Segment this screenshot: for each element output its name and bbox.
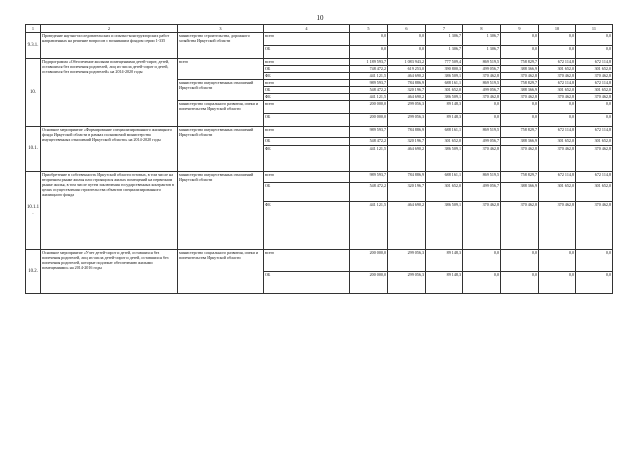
value-cell: 441 121,5 bbox=[350, 94, 388, 101]
item-executor: министерство социального развития, опеки и попечительства Иркутской области bbox=[178, 250, 264, 294]
value-cell: 672 114,8 bbox=[576, 172, 613, 183]
value-cell: 370 462,8 bbox=[539, 94, 576, 101]
value-cell: 301 652,0 bbox=[426, 138, 463, 146]
value-cell: 301 652,0 bbox=[576, 183, 613, 202]
value-cell: 370 462,8 bbox=[463, 202, 501, 250]
funding-source: ФБ bbox=[264, 146, 350, 172]
funding-source: ФБ bbox=[264, 202, 350, 250]
value-cell: 0,0 bbox=[463, 272, 501, 294]
funding-source: всего bbox=[264, 80, 350, 87]
value-cell: 89 148,3 bbox=[426, 250, 463, 272]
value-cell: 869 519,5 bbox=[463, 59, 501, 66]
value-cell: 0,0 bbox=[576, 250, 613, 272]
value-cell: 390 800,3 bbox=[426, 66, 463, 73]
header-cell: 11 bbox=[576, 25, 613, 33]
table-row bbox=[26, 127, 613, 138]
value-cell: 0,0 bbox=[539, 101, 576, 114]
value-cell: 0,0 bbox=[501, 33, 539, 46]
header-cell: 4 bbox=[264, 25, 350, 33]
value-cell: 0,0 bbox=[463, 114, 501, 127]
funding-source: всего bbox=[264, 59, 350, 66]
value-cell: 1 306,7 bbox=[426, 33, 463, 46]
table-row bbox=[26, 59, 613, 66]
value-cell: 299 056,3 bbox=[388, 114, 426, 127]
value-cell: 672 114,8 bbox=[539, 59, 576, 66]
header-cell: 3 bbox=[178, 25, 264, 33]
value-cell: 301 652,0 bbox=[539, 183, 576, 202]
value-cell: 672 114,8 bbox=[576, 59, 613, 66]
table-row bbox=[26, 33, 613, 46]
value-cell: 0,0 bbox=[539, 250, 576, 272]
value-cell: 0,0 bbox=[576, 101, 613, 114]
value-cell: 299 056,3 bbox=[388, 272, 426, 294]
value-cell: 869 519,5 bbox=[463, 127, 501, 138]
value-cell: 200 000,0 bbox=[350, 250, 388, 272]
item-code: 10.1. bbox=[26, 127, 41, 172]
value-cell: 499 056,7 bbox=[463, 87, 501, 94]
funding-source: ОБ bbox=[264, 183, 350, 202]
funding-source: всего bbox=[264, 101, 350, 114]
value-cell: 0,0 bbox=[539, 272, 576, 294]
value-cell: 989 593,7 bbox=[350, 127, 388, 138]
value-cell: 869 519,5 bbox=[463, 80, 501, 87]
value-cell: 464 690,2 bbox=[388, 73, 426, 80]
value-cell: 784 886,9 bbox=[388, 80, 426, 87]
value-cell: 386 509,1 bbox=[426, 146, 463, 172]
value-cell: 0,0 bbox=[539, 114, 576, 127]
value-cell: 370 462,8 bbox=[501, 73, 539, 80]
funding-source: ФБ bbox=[264, 73, 350, 80]
value-cell: 748 472,2 bbox=[350, 66, 388, 73]
value-cell: 370 462,8 bbox=[576, 146, 613, 172]
value-cell: 0,0 bbox=[539, 33, 576, 46]
value-cell: 441 121,5 bbox=[350, 146, 388, 172]
table-row bbox=[26, 172, 613, 183]
value-cell: 370 462,8 bbox=[576, 202, 613, 250]
value-cell: 370 462,8 bbox=[463, 73, 501, 80]
item-executor: всего bbox=[178, 59, 264, 80]
value-cell: 89 148,3 bbox=[426, 272, 463, 294]
page-number: 10 bbox=[316, 14, 324, 22]
item-title: Основное мероприятие «Учет детей-сирот и детей, оставшихся без попечения родителей, лиц из числа детей-сирот и детей, оставшихся без попечения родителей, которые подлежат обеспечению жилыми помещениями» на 2014-2016 годы bbox=[41, 250, 178, 294]
value-cell: 1 189 593,7 bbox=[350, 59, 388, 66]
value-cell: 386 509,1 bbox=[426, 73, 463, 80]
header-cell: 10 bbox=[539, 25, 576, 33]
value-cell: 688 161,1 bbox=[426, 80, 463, 87]
funding-source: ОБ bbox=[264, 46, 350, 59]
value-cell: 320 196,7 bbox=[388, 138, 426, 146]
value-cell: 0,0 bbox=[576, 33, 613, 46]
value-cell: 200 000,0 bbox=[350, 272, 388, 294]
funding-source: ОБ bbox=[264, 272, 350, 294]
funding-source: ОБ bbox=[264, 66, 350, 73]
value-cell: 0,0 bbox=[350, 33, 388, 46]
value-cell: 386 509,1 bbox=[426, 94, 463, 101]
value-cell: 370 462,8 bbox=[463, 146, 501, 172]
value-cell: 758 829,7 bbox=[501, 172, 539, 183]
value-cell: 548 472,2 bbox=[350, 138, 388, 146]
header-cell: 1 bbox=[26, 25, 41, 33]
value-cell: 869 519,5 bbox=[463, 172, 501, 183]
item-executor: министерство имущественных отношений Иркутской области bbox=[178, 80, 264, 101]
value-cell: 499 056,7 bbox=[463, 138, 501, 146]
value-cell: 0,0 bbox=[501, 114, 539, 127]
value-cell: 0,0 bbox=[350, 46, 388, 59]
value-cell: 758 829,7 bbox=[501, 127, 539, 138]
value-cell: 464 690,2 bbox=[388, 202, 426, 250]
value-cell: 89 148,3 bbox=[426, 114, 463, 127]
value-cell: 0,0 bbox=[463, 101, 501, 114]
value-cell: 388 366,9 bbox=[501, 183, 539, 202]
value-cell: 758 829,7 bbox=[501, 80, 539, 87]
value-cell: 1 306,7 bbox=[426, 46, 463, 59]
item-title: Подпрограмма «Обеспечение жилыми помещениями детей-сирот, детей, оставшихся без попечения родителей, лиц из числа детей-сирот и детей, оставшихся без попечения родителей» на 2014-2020 годы bbox=[41, 59, 178, 127]
header-row bbox=[26, 25, 613, 33]
value-cell: 301 652,0 bbox=[539, 66, 576, 73]
value-cell: 299 056,3 bbox=[388, 250, 426, 272]
value-cell: 301 652,0 bbox=[576, 138, 613, 146]
value-cell: 0,0 bbox=[576, 46, 613, 59]
value-cell: 370 462,8 bbox=[539, 73, 576, 80]
value-cell: 0,0 bbox=[388, 33, 426, 46]
funding-source: ОБ bbox=[264, 114, 350, 127]
value-cell: 370 462,8 bbox=[501, 146, 539, 172]
value-cell: 370 462,8 bbox=[576, 94, 613, 101]
value-cell: 301 652,0 bbox=[539, 138, 576, 146]
budget-table bbox=[25, 24, 613, 294]
value-cell: 299 056,3 bbox=[388, 101, 426, 114]
value-cell: 0,0 bbox=[463, 250, 501, 272]
value-cell: 1 083 943,2 bbox=[388, 59, 426, 66]
item-title: Основное мероприятие «Формирование специализированного жилищного фонда Иркутской области в рамках полномочий министерства имущественных отношений Иркутской области» на 2014-2020 годы bbox=[41, 127, 178, 172]
value-cell: 0,0 bbox=[501, 272, 539, 294]
funding-source: всего bbox=[264, 172, 350, 183]
value-cell: 672 114,8 bbox=[539, 127, 576, 138]
value-cell: 301 652,0 bbox=[426, 87, 463, 94]
value-cell: 758 829,7 bbox=[501, 59, 539, 66]
value-cell: 301 652,0 bbox=[576, 66, 613, 73]
value-cell: 548 472,2 bbox=[350, 87, 388, 94]
value-cell: 989 593,7 bbox=[350, 80, 388, 87]
value-cell: 388 366,9 bbox=[501, 66, 539, 73]
value-cell: 619 253,0 bbox=[388, 66, 426, 73]
funding-source: ОБ bbox=[264, 138, 350, 146]
funding-source: всего bbox=[264, 250, 350, 272]
funding-source: всего bbox=[264, 127, 350, 138]
item-code: 10.1.1. bbox=[26, 172, 41, 250]
item-code: 10.2. bbox=[26, 250, 41, 294]
value-cell: 301 652,0 bbox=[539, 87, 576, 94]
value-cell: 320 196,7 bbox=[388, 87, 426, 94]
value-cell: 441 121,5 bbox=[350, 73, 388, 80]
value-cell: 89 148,3 bbox=[426, 101, 463, 114]
value-cell: 548 472,2 bbox=[350, 183, 388, 202]
value-cell: 0,0 bbox=[501, 250, 539, 272]
item-code: 10. bbox=[26, 59, 41, 127]
value-cell: 301 652,0 bbox=[426, 183, 463, 202]
value-cell: 672 114,8 bbox=[576, 127, 613, 138]
value-cell: 200 000,0 bbox=[350, 101, 388, 114]
header-cell: 5 bbox=[350, 25, 388, 33]
value-cell: 301 652,0 bbox=[576, 87, 613, 94]
header-cell: 8 bbox=[463, 25, 501, 33]
value-cell: 672 114,8 bbox=[576, 80, 613, 87]
header-cell: 9 bbox=[501, 25, 539, 33]
value-cell: 370 462,8 bbox=[576, 73, 613, 80]
table-row bbox=[26, 250, 613, 272]
header-cell: 7 bbox=[426, 25, 463, 33]
value-cell: 989 593,7 bbox=[350, 172, 388, 183]
value-cell: 0,0 bbox=[576, 272, 613, 294]
item-title: Приобретение в собственность Иркутской области готовых, в том числе на вторичном рынке жилья или строящихся жилых помещений на первичном рынке жилья, в том числе путем заключения государственных контрактов в целях осуществления строительства объектов специализированного жилищного фонда bbox=[41, 172, 178, 250]
value-cell: 672 114,8 bbox=[539, 80, 576, 87]
value-cell: 784 886,9 bbox=[388, 127, 426, 138]
value-cell: 370 462,8 bbox=[539, 146, 576, 172]
value-cell: 0,0 bbox=[388, 46, 426, 59]
item-code: 9.3.1. bbox=[26, 33, 41, 59]
value-cell: 672 114,8 bbox=[539, 172, 576, 183]
value-cell: 0,0 bbox=[576, 114, 613, 127]
value-cell: 370 462,8 bbox=[463, 94, 501, 101]
value-cell: 0,0 bbox=[501, 101, 539, 114]
item-executor: министерство строительства, дорожного хозяйства Иркутской области bbox=[178, 33, 264, 59]
funding-source: всего bbox=[264, 33, 350, 46]
value-cell: 370 462,8 bbox=[501, 202, 539, 250]
funding-source: ФБ bbox=[264, 94, 350, 101]
value-cell: 1 306,7 bbox=[463, 33, 501, 46]
value-cell: 464 690,2 bbox=[388, 94, 426, 101]
value-cell: 499 056,7 bbox=[463, 183, 501, 202]
value-cell: 0,0 bbox=[501, 46, 539, 59]
header-cell: 2 bbox=[41, 25, 178, 33]
value-cell: 688 161,1 bbox=[426, 172, 463, 183]
item-executor: министерство имущественных отношений Иркутской области bbox=[178, 172, 264, 250]
value-cell: 370 462,8 bbox=[539, 202, 576, 250]
value-cell: 370 462,8 bbox=[501, 94, 539, 101]
value-cell: 388 366,9 bbox=[501, 87, 539, 94]
value-cell: 777 509,4 bbox=[426, 59, 463, 66]
value-cell: 464 690,2 bbox=[388, 146, 426, 172]
value-cell: 499 056,7 bbox=[463, 66, 501, 73]
value-cell: 388 366,9 bbox=[501, 138, 539, 146]
value-cell: 320 196,7 bbox=[388, 183, 426, 202]
value-cell: 441 121,5 bbox=[350, 202, 388, 250]
funding-source: ОБ bbox=[264, 87, 350, 94]
header-cell: 6 bbox=[388, 25, 426, 33]
item-title: Проведение научно-исследовательских и опытно-конструкторских работ направленных на решение вопросов с возникшим фондом серии 1-335 bbox=[41, 33, 178, 59]
value-cell: 784 886,9 bbox=[388, 172, 426, 183]
value-cell: 386 509,1 bbox=[426, 202, 463, 250]
value-cell: 1 306,7 bbox=[463, 46, 501, 59]
item-executor: министерство имущественных отношений Иркутской области bbox=[178, 127, 264, 172]
value-cell: 688 161,1 bbox=[426, 127, 463, 138]
value-cell: 0,0 bbox=[539, 46, 576, 59]
value-cell: 200 000,0 bbox=[350, 114, 388, 127]
item-executor: министерство социального развития, опеки и попечительства Иркутской области bbox=[178, 101, 264, 127]
